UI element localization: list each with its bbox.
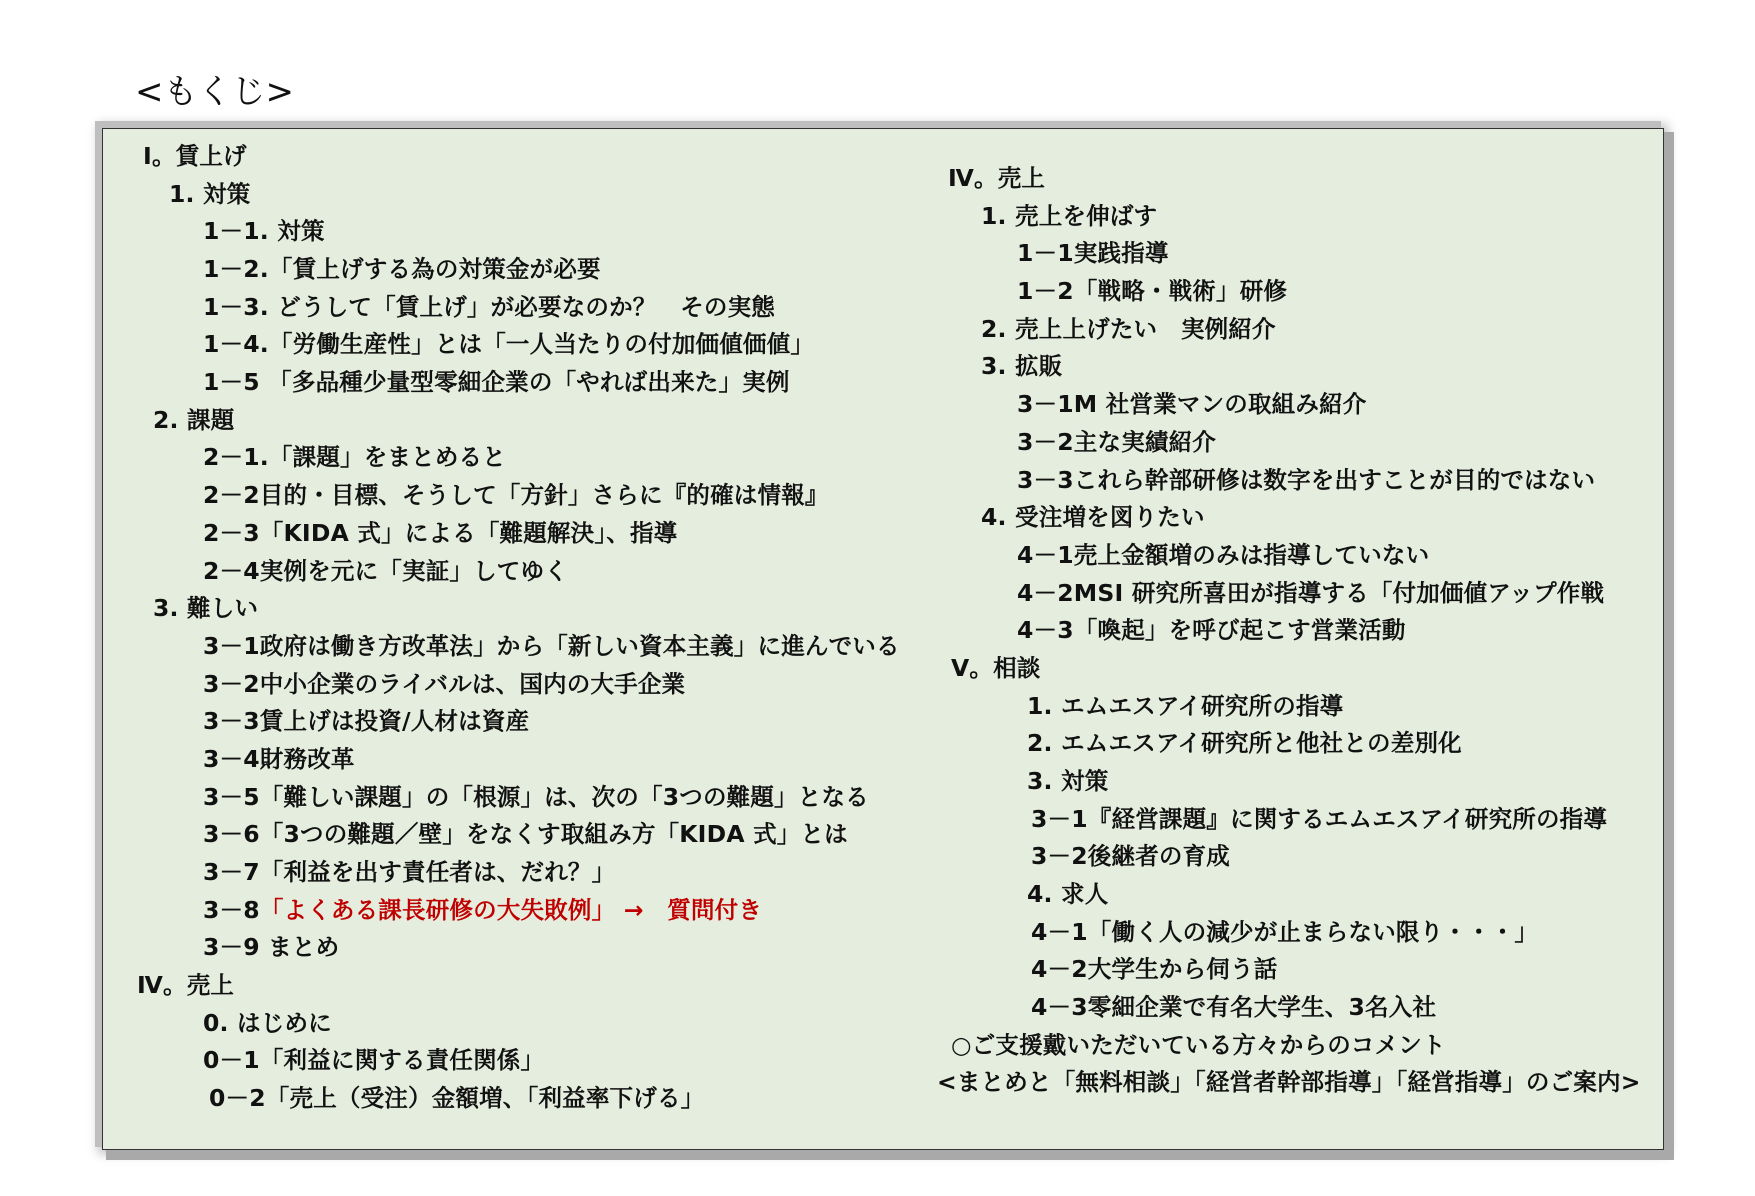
toc-entry	[981, 201, 1157, 231]
toc-heading: <もくじ>	[135, 72, 294, 112]
toc-entry-text: Ⅳ。売上	[948, 164, 1046, 192]
toc-entry	[1017, 578, 1604, 608]
toc-entry	[1017, 540, 1429, 570]
toc-entry-text: 4－2大学生から伺う話	[1031, 955, 1278, 983]
toc-entry	[203, 631, 900, 661]
toc-entry-text: 4－1「働く人の減少が止まらない限り・・・」	[1031, 918, 1539, 946]
toc-entry-text: 4. 求人	[1027, 880, 1109, 908]
toc-entry-text: Ⅴ。相談	[951, 654, 1041, 682]
toc-entry-text: 2－2目的・目標、そうして「方針」さらに『的確は情報』	[203, 481, 829, 509]
toc-entry-text: 1－2「戦略・戦術」研修	[1017, 277, 1288, 305]
toc-entry-text: 4. 受注増を図りたい	[981, 503, 1205, 531]
toc-entry-text: 1－4.「労働生産性」とは「一人当たりの付加価値価値」	[203, 330, 815, 358]
toc-entry-text: 3. 拡販	[981, 352, 1063, 380]
toc-entry	[153, 405, 234, 435]
toc-entry	[203, 706, 529, 736]
toc-entry-text: 1. 対策	[169, 180, 251, 208]
toc-entry-text: 3－2中小企業のライバルは、国内の大手企業	[203, 670, 686, 698]
toc-entry-text: 1－1実践指導	[1017, 239, 1169, 267]
toc-entry	[1031, 992, 1436, 1022]
toc-entry-text: 0－2「売上（受注）金額増、「利益率下げる」	[209, 1084, 705, 1112]
toc-entry-text: 3－7「利益を出す責任者は、だれ？」	[203, 858, 616, 886]
toc-entry	[937, 1067, 1641, 1097]
toc-entry-text: 3－2後継者の育成	[1031, 842, 1231, 870]
toc-entry-text: 3. 難しい	[153, 594, 259, 622]
toc-entry-highlight: 「よくある課長研修の大失敗例」 → 質問付き	[259, 896, 763, 924]
toc-entry-text: 4－1売上金額増のみは指導していない	[1017, 541, 1430, 569]
toc-entry-text: 3－1M 社営業マンの取組み紹介	[1017, 390, 1367, 418]
toc-entry-text: 4－3零細企業で有名大学生、3名入社	[1031, 993, 1437, 1021]
toc-entry-text: 4－3「喚起」を呼び起こす営業活動	[1017, 616, 1406, 644]
toc-entry	[203, 518, 677, 548]
toc-entry	[137, 970, 234, 1000]
toc-entry-text: 3－3賃上げは投資/人材は資産	[203, 707, 530, 735]
toc-entry	[1017, 427, 1216, 457]
toc-entry	[1031, 954, 1277, 984]
toc-entry-text: <まとめと「無料相談」「経営者幹部指導」「経営指導」のご案内>	[937, 1068, 1641, 1096]
toc-entry	[951, 653, 1041, 683]
toc-entry	[1017, 389, 1366, 419]
toc-entry	[1017, 615, 1406, 645]
toc-entry	[203, 1045, 544, 1075]
toc-entry	[203, 329, 814, 359]
toc-entry	[209, 1083, 704, 1113]
toc-entry	[1017, 276, 1287, 306]
toc-entry	[1031, 804, 1607, 834]
toc-entry-text: 0－1「利益に関する責任関係」	[203, 1046, 545, 1074]
toc-entry-text: 3－6「3つの難題／壁」をなくす取組み方「KIDA 式」とは	[203, 820, 848, 848]
toc-entry-text: 2. 売上上げたい 実例紹介	[981, 315, 1276, 343]
toc-entry-text: 3－8	[203, 896, 260, 924]
toc-entry	[1027, 728, 1462, 758]
toc-entry	[203, 254, 601, 284]
toc-entry	[203, 744, 355, 774]
toc-entry	[981, 351, 1062, 381]
toc-entry	[1017, 465, 1595, 495]
toc-entry	[1027, 879, 1108, 909]
toc-entry-text: 0. はじめに	[203, 1009, 332, 1037]
toc-entry-text: 3－5「難しい課題」の「根源」は、次の「3つの難題」となる	[203, 783, 869, 811]
toc-entry	[203, 556, 568, 586]
toc-entry-text: Ⅰ。賃上げ	[143, 142, 247, 170]
toc-entry-text: 2－3「KIDA 式」による「難題解決」、指導	[203, 519, 678, 547]
toc-entry-text: 3－1政府は働き方改革法」から「新しい資本主義」に進んでいる	[203, 632, 900, 660]
toc-entry	[203, 480, 829, 510]
toc-entry	[203, 442, 506, 472]
toc-entry-text: 3－9 まとめ	[203, 933, 340, 961]
toc-entry	[203, 216, 325, 246]
toc-entry	[1031, 917, 1538, 947]
toc-entry-text: 1. エムエスアイ研究所の指導	[1027, 692, 1344, 720]
toc-entry-text: 1－1. 対策	[203, 217, 325, 245]
toc-entry	[153, 593, 258, 623]
toc-entry	[1031, 841, 1230, 871]
toc-entry-text: 3－2主な実績紹介	[1017, 428, 1217, 456]
toc-entry	[203, 669, 685, 699]
toc-entry-text: 1－5 「多品種少量型零細企業の「やれば出来た」実例	[203, 368, 790, 396]
toc-entry	[1027, 766, 1108, 796]
toc-entry-text: 2－1.「課題」をまとめると	[203, 443, 506, 471]
toc-entry-text: 1. 売上を伸ばす	[981, 202, 1158, 230]
toc-entry	[948, 163, 1045, 193]
toc-entry-text: 3－1『経営課題』に関するエムエスアイ研究所の指導	[1031, 805, 1608, 833]
toc-entry-text: 4－2MSI 研究所喜田が指導する「付加価値アップ作戦	[1017, 579, 1605, 607]
toc-entry	[143, 141, 247, 171]
toc-entry	[203, 782, 869, 812]
toc-entry	[203, 292, 775, 322]
toc-entry-text: 2－4実例を元に「実証」してゆく	[203, 557, 568, 585]
toc-entry-text: Ⅳ。売上	[137, 971, 235, 999]
toc-box	[102, 128, 1664, 1150]
toc-entry-text: 2. 課題	[153, 406, 235, 434]
toc-entry-text: 3. 対策	[1027, 767, 1109, 795]
toc-entry-text: 3－3これら幹部研修は数字を出すことが目的ではない	[1017, 466, 1596, 494]
toc-entry	[203, 1008, 332, 1038]
toc-entry	[203, 857, 615, 887]
toc-entry	[951, 1030, 1446, 1060]
toc-entry-text: 3－4財務改革	[203, 745, 355, 773]
toc-entry	[203, 819, 848, 849]
toc-entry	[981, 314, 1276, 344]
toc-entry-text: 1－2.「賃上げする為の対策金が必要	[203, 255, 601, 283]
toc-entry	[1017, 238, 1169, 268]
toc-entry	[203, 895, 762, 925]
toc-entry	[981, 502, 1205, 532]
toc-entry-text: 1－3. どうして「賃上げ」が必要なのか？ その実態	[203, 293, 776, 321]
toc-entry	[1027, 691, 1343, 721]
toc-entry	[203, 932, 339, 962]
toc-entry-text: 2. エムエスアイ研究所と他社との差別化	[1027, 729, 1462, 757]
toc-entry	[203, 367, 790, 397]
toc-entry	[169, 179, 250, 209]
toc-entry-text: ○ご支援戴いただいている方々からのコメント	[951, 1031, 1446, 1059]
